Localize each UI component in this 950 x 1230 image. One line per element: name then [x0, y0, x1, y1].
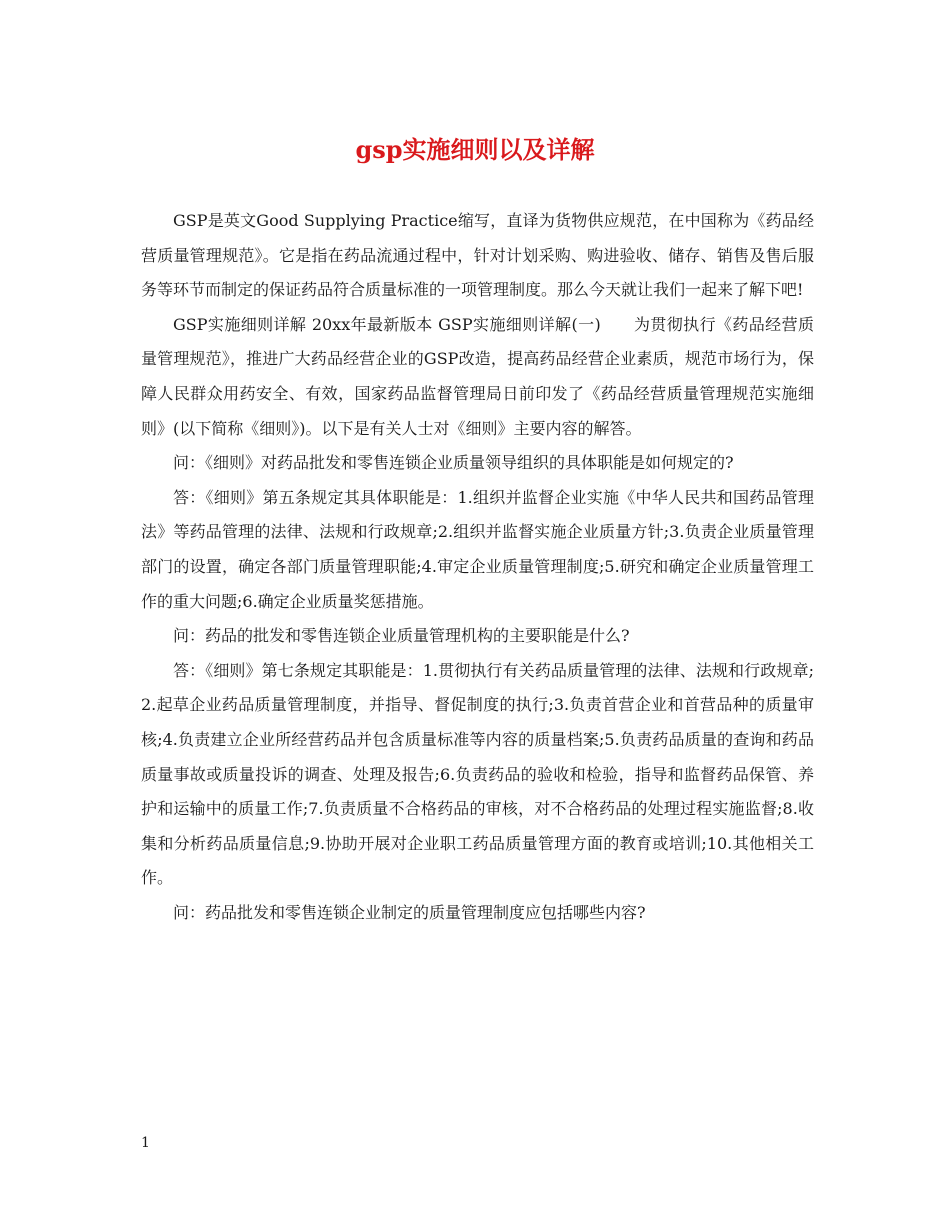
paragraph-question-1: 问：《细则》对药品批发和零售连锁企业质量领导组织的具体职能是如何规定的?	[173, 453, 734, 473]
document-title: gsp实施细则以及详解	[355, 135, 595, 164]
paragraph-answer-1: 答：《细则》第五条规定其具体职能是：1.组织并监督企业实施《中华人民共和国药品管理法》等药品管理的法律、法规和行政规章;2.组织并监督实施企业质量方针;3.负责企业质量管理部门的设置，确定各部门质量管理职能;4.审定企业质量管理制度;5.研究和确定企业质量管理工作的重大问题;6.确定企业质量奖惩措施。	[141, 487, 814, 611]
page-number: 1	[141, 1135, 150, 1151]
paragraph-intro: GSP是英文Good Supplying Practice缩写，直译为货物供应规范，在中国称为《药品经营质量管理规范》。它是指在药品流通过程中，针对计划采购、购进验收、储存、销售及售后服务等环节而制定的保证药品符合质量标准的一项管理制度。那么今天就让我们一起来了解下吧!	[141, 211, 814, 300]
paragraph-question-2: 问：药品的批发和零售连锁企业质量管理机构的主要职能是什么?	[173, 626, 630, 646]
document-body	[141, 204, 814, 930]
paragraph-background: GSP实施细则详解 20xx年最新版本 GSP实施细则详解(一) 为贯彻执行《药品经营质量管理规范》，推进广大药品经营企业的GSP改造，提高药品经营企业素质，规范市场行为，保障人民群众用药安全、有效，国家药品监督管理局日前印发了《药品经营质量管理规范实施细则》(以下简称《细则》)。以下是有关人士对《细则》主要内容的解答。	[141, 314, 814, 438]
paragraph-answer-2: 答：《细则》第七条规定其职能是：1.贯彻执行有关药品质量管理的法律、法规和行政规章;2.起草企业药品质量管理制度，并指导、督促制度的执行;3.负责首营企业和首营品种的质量审核;4.负责建立企业所经营药品并包含质量标准等内容的质量档案;5.负责药品质量的查询和药品质量事故或质量投诉的调查、处理及报告;6.负责药品的验收和检验，指导和监督药品保管、养护和运输中的质量工作;7.负责质量不合格药品的审核，对不合格药品的处理过程实施监督;8.收集和分析药品质量信息;9.协助开展对企业职工药品质量管理方面的教育或培训;10.其他相关工作。	[141, 660, 814, 888]
paragraph-question-3: 问：药品批发和零售连锁企业制定的质量管理制度应包括哪些内容?	[173, 902, 646, 922]
